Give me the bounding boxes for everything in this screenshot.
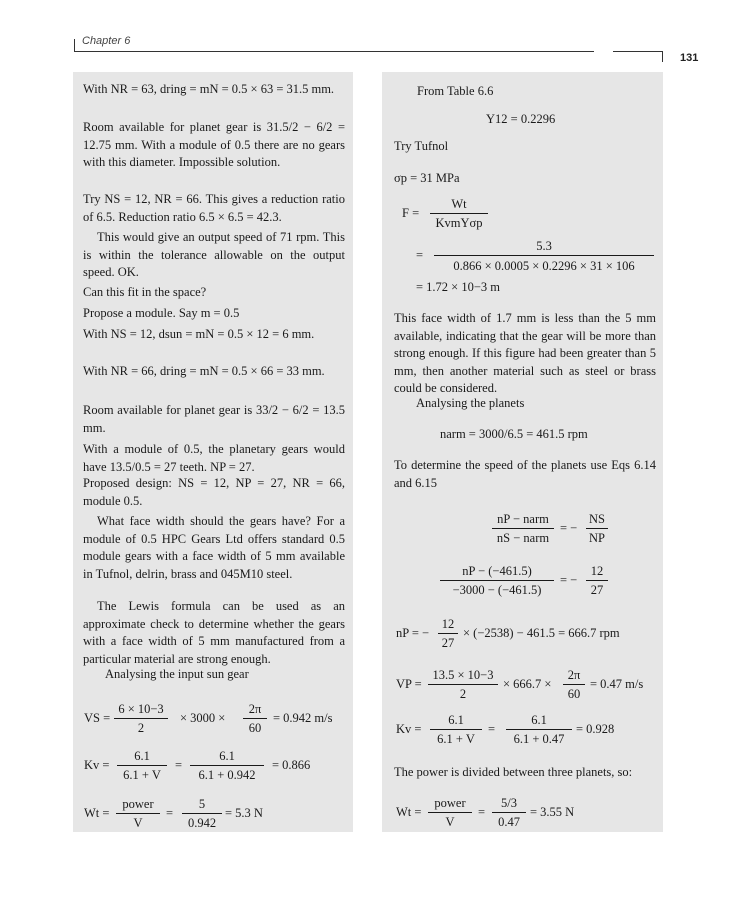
left-para-5: Can this fit in the space? [83, 285, 207, 299]
eq-wt-left-lhs: Wt = [84, 806, 110, 820]
eq-vs-den1: 2 [137, 721, 145, 735]
eq-kv-left-num1: 6.1 [134, 749, 150, 763]
left-para-1: With NR = 63, dring = mN = 0.5 × 63 = 31.5 mm. [83, 82, 335, 96]
eq-vp-result: = 0.47 m/s [590, 677, 644, 691]
left-para-14: Analysing the input sun gear [105, 667, 249, 681]
eq-wt-right-den2: 0.47 [498, 815, 520, 829]
eq-ratio1-bar2 [586, 528, 608, 529]
eq-wt-left-result: = 5.3 N [225, 806, 263, 820]
header-rule [74, 51, 594, 52]
left-para-12: What face width should the gears have? For a module of 0.5 HPC Gears Ltd offers standard 0.5 module gears with a face width of 5 mm available in Tufnol, delrin, brass and 045M10 steel. [83, 514, 345, 581]
eq-wt-left-bar2 [182, 813, 222, 814]
eq-ratio1-den: nS − narm [496, 531, 550, 545]
left-para-11: Proposed design: NS = 12, NP = 27, NR = 66, module 0.5. [83, 476, 345, 508]
eq-vs-bar2 [243, 718, 267, 719]
right-y12: Y12 = 0.2296 [486, 112, 556, 126]
eq-f-num: Wt [451, 197, 467, 211]
eq-np-lhs: nP = − [396, 626, 430, 640]
eq-ratio2-den2: 27 [590, 583, 604, 597]
eq-vs-den2: 60 [248, 721, 262, 735]
eq-f2-num: 5.3 [536, 239, 552, 253]
chapter-label: Chapter 6 [82, 35, 131, 47]
eq-kv-right-num2: 6.1 [531, 713, 547, 727]
eq-kv-left-den2: 6.1 + 0.942 [198, 768, 256, 782]
eq-ratio1-bar [492, 528, 554, 529]
eq-wt-left-eq: = [166, 806, 174, 820]
eq-ratio1-den2: NP [589, 531, 605, 545]
left-para-4: This would give an output speed of 71 rpm. This is within the tolerance allowable on the output speed. OK. [83, 230, 345, 279]
page-number: 131 [680, 52, 699, 64]
header-rule-right-tick [662, 51, 663, 62]
eq-np-den: 27 [441, 636, 455, 650]
eq-f-lhs: F = [402, 206, 420, 220]
eq-f2-bar [434, 255, 654, 256]
eq-wt-left-bar1 [116, 813, 160, 814]
eq-ratio1-num2: NS [589, 512, 605, 526]
eq-kv-left-lhs: Kv = [84, 758, 110, 772]
eq-wt-right-bar1 [428, 812, 472, 813]
eq-wt-right-eq: = [478, 805, 486, 819]
eq-vs-num2: 2π [248, 702, 262, 716]
eq-ratio1-num: nP − narm [497, 512, 549, 526]
eq-wt-left-den1: V [133, 816, 143, 830]
left-para-8: With NR = 66, dring = mN = 0.5 × 66 = 33 mm. [83, 364, 325, 378]
eq-narm: narm = 3000/6.5 = 461.5 rpm [440, 427, 588, 441]
left-para-2: Room available for planet gear is 31.5/2 − 6/2 = 12.75 mm. With a module of 0.5 there are no gears with this diameter. Impossible solution. [83, 120, 345, 169]
eq-vp-num1: 13.5 × 10−3 [432, 668, 494, 682]
right-sigma: σp = 31 MPa [394, 171, 460, 185]
left-para-13: The Lewis formula can be used as an approximate check to determine whether the gears with a face width of 5 mm manufactured from a particular material are strong enough. [83, 599, 345, 666]
eq-vs-lhs: VS = [84, 711, 111, 725]
eq-ratio2-den: −3000 − (−461.5) [452, 583, 542, 597]
eq-f2-den: 0.866 × 0.0005 × 0.2296 × 31 × 106 [453, 259, 635, 273]
eq-ratio2-num: nP − (−461.5) [462, 564, 532, 578]
eq-wt-right-lhs: Wt = [396, 805, 422, 819]
eq-kv-left-num2: 6.1 [219, 749, 235, 763]
eq-f-den: KvmYσp [435, 216, 483, 230]
left-para-9: Room available for planet gear is 33/2 − 6/2 = 13.5 mm. [83, 403, 345, 435]
right-para-5: This face width of 1.7 mm is less than the 5 mm available, indicating that the gear will be more than strong enough. If this figure had been greater than 5 mm, then another material such as steel or brass could be considered. [394, 311, 656, 395]
eq-kv-right-lhs: Kv = [396, 722, 422, 736]
eq-ratio1-eq: = − [560, 521, 578, 535]
eq-wt-right-num1: power [434, 796, 466, 810]
left-para-10: With a module of 0.5, the planetary gears would have 13.5/0.5 = 27 teeth. NP = 27. [83, 442, 345, 474]
eq-np-bar [438, 633, 458, 634]
eq-kv-right-den1: 6.1 + V [437, 732, 475, 746]
eq-vs-result: = 0.942 m/s [273, 711, 333, 725]
eq-np-rest: × (−2538) − 461.5 = 666.7 rpm [463, 626, 620, 640]
eq-wt-right-den1: V [445, 815, 455, 829]
eq-vp-bar2 [563, 684, 585, 685]
eq-wt-right-num2: 5/3 [501, 796, 517, 810]
header-rule-left-tick [74, 39, 75, 51]
eq-ratio2-eq: = − [560, 573, 578, 587]
eq-wt-left-num2: 5 [198, 797, 206, 811]
eq-kv-right-den2: 6.1 + 0.47 [513, 732, 565, 746]
eq-kv-left-eq: = [175, 758, 183, 772]
eq-vs-mid: × 3000 × [180, 711, 226, 725]
eq-f2-eq: = [416, 248, 424, 262]
eq-kv-left-bar2 [190, 765, 264, 766]
eq-ratio2-bar2 [586, 580, 608, 581]
eq-vp-num2: 2π [567, 668, 581, 682]
eq-kv-right-num1: 6.1 [448, 713, 464, 727]
right-para-6: Analysing the planets [416, 396, 525, 410]
eq-vp-mid: × 666.7 × [503, 677, 552, 691]
left-para-6: Propose a module. Say m = 0.5 [83, 306, 240, 320]
eq-vs-bar1 [114, 718, 168, 719]
eq-ratio2-num2: 12 [590, 564, 604, 578]
eq-kv-right-bar1 [430, 729, 482, 730]
eq-wt-right-result: = 3.55 N [530, 805, 575, 819]
eq-wt-left-num1: power [122, 797, 154, 811]
eq-kv-right-bar2 [506, 729, 572, 730]
eq-vp-den2: 60 [567, 687, 581, 701]
eq-wt-right-bar2 [492, 812, 526, 813]
right-para-1: From Table 6.6 [417, 84, 494, 98]
right-para-3: Try Tufnol [394, 139, 449, 153]
left-para-3: Try NS = 12, NR = 66. This gives a reduction ratio of 6.5. Reduction ratio 6.5 × 6.5 = 42.3. [83, 192, 345, 224]
eq-f3: = 1.72 × 10−3 m [416, 280, 500, 294]
eq-f-bar [430, 213, 488, 214]
eq-ratio2-bar [440, 580, 554, 581]
eq-vp-lhs: VP = [396, 677, 422, 691]
right-para-8: The power is divided between three planets, so: [394, 765, 633, 779]
eq-wt-left-den2: 0.942 [187, 816, 217, 830]
right-para-7: To determine the speed of the planets use Eqs 6.14 and 6.15 [394, 458, 656, 490]
left-para-7: With NS = 12, dsun = mN = 0.5 × 12 = 6 mm. [83, 327, 315, 341]
eq-vp-bar1 [428, 684, 498, 685]
header-rule-right [613, 51, 663, 52]
eq-kv-right-eq: = [488, 722, 496, 736]
eq-vs-num1: 6 × 10−3 [118, 702, 164, 716]
eq-np-num: 12 [441, 617, 455, 631]
eq-kv-left-bar1 [117, 765, 167, 766]
eq-kv-right-result: = 0.928 [576, 722, 615, 736]
eq-kv-left-den1: 6.1 + V [123, 768, 161, 782]
eq-vp-den1: 2 [459, 687, 467, 701]
eq-kv-left-result: = 0.866 [272, 758, 311, 772]
